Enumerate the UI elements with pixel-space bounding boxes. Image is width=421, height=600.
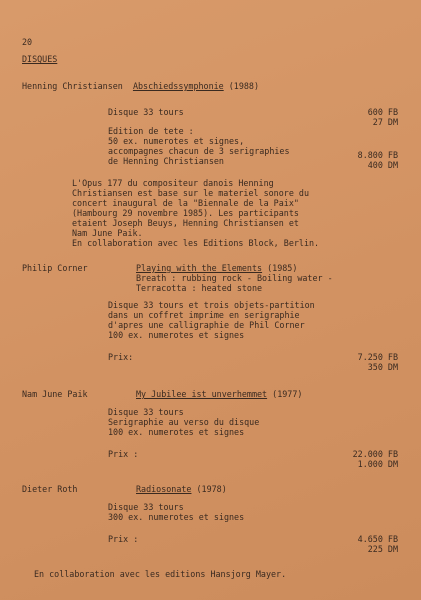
description-line: 300 ex. numerotes et signes — [108, 512, 245, 522]
price-label: Prix : — [108, 534, 139, 544]
description-line: Disque 33 tours — [108, 502, 184, 512]
footer-note: En collaboration avec les editions Hansjorg Mayer. — [34, 569, 287, 579]
edition-line: accompagnes chacun de 3 serigraphies — [108, 146, 290, 156]
artist-name: Henning Christiansen — [22, 81, 123, 91]
subtitle-line: Terracotta : heated stone — [136, 283, 263, 293]
price-dm: 350 DM — [367, 362, 398, 372]
note-line: Nam June Paik. — [72, 228, 143, 238]
work-year: (1988) — [228, 81, 260, 91]
subtitle-line: Breath : rubbing rock - Boiling water - — [136, 273, 333, 283]
artist-name: Nam June Paik — [22, 389, 88, 399]
price-fb: 8.800 FB — [357, 150, 398, 160]
description-line: 100 ex. numerotes et signes — [108, 427, 245, 437]
entry-heading — [22, 81, 259, 91]
price-dm: 1.000 DM — [357, 459, 398, 469]
price-fb: 600 FB — [367, 107, 398, 117]
edition-line: de Henning Christiansen — [108, 156, 224, 166]
note-line: (Hambourg 29 novembre 1985). Les participants — [72, 208, 299, 218]
note-line: L'Opus 177 du compositeur danois Henning — [72, 178, 274, 188]
edition-line: Edition de tete : — [108, 126, 194, 136]
section-title: DISQUES — [22, 54, 58, 64]
description-line: Disque 33 tours — [108, 407, 184, 417]
description-line: dans un coffret imprime en serigraphie — [108, 310, 300, 320]
artist-name: Dieter Roth — [22, 484, 78, 494]
entry-heading — [136, 389, 302, 399]
artist-name: Philip Corner — [22, 263, 88, 273]
work-title: My Jubilee ist unverhemmet — [136, 389, 268, 399]
note-line: concert inaugural de la "Biennale de la Paix" — [72, 198, 299, 208]
entry-heading — [136, 263, 297, 273]
description-line: 100 ex. numerotes et signes — [108, 330, 245, 340]
description-line: Serigraphie au verso du disque — [108, 417, 260, 427]
work-year: (1985) — [267, 263, 298, 273]
price-dm: 400 DM — [367, 160, 398, 170]
work-title: Abschiedssymphonie — [132, 81, 224, 91]
work-title: Radiosonate — [136, 484, 192, 494]
price-fb: 22.000 FB — [352, 449, 398, 459]
price-label: Prix : — [108, 449, 139, 459]
edition-line: 50 ex. numerotes et signes, — [108, 136, 245, 146]
description-line: d'apres une calligraphie de Phil Corner — [108, 320, 305, 330]
price-dm: 225 DM — [367, 544, 398, 554]
note-line: Christiansen est base sur le materiel sonore du — [72, 188, 309, 198]
price-dm: 27 DM — [372, 117, 398, 127]
work-year: (1978) — [196, 484, 227, 494]
work-year: (1977) — [272, 389, 303, 399]
entry-heading — [136, 484, 227, 494]
item-description: Disque 33 tours — [108, 107, 184, 117]
description-line: Disque 33 tours et trois objets-partition — [108, 300, 315, 310]
price-fb: 4.650 FB — [357, 534, 398, 544]
note-line: En collaboration avec les Editions Block, Berlin. — [72, 238, 320, 248]
price-fb: 7.250 FB — [357, 352, 398, 362]
note-line: etaient Joseph Beuys, Henning Christiansen et — [72, 218, 299, 228]
page-number: 20 — [22, 37, 33, 47]
work-title: Playing with the Elements — [136, 263, 263, 273]
price-label: Prix: — [108, 352, 134, 362]
